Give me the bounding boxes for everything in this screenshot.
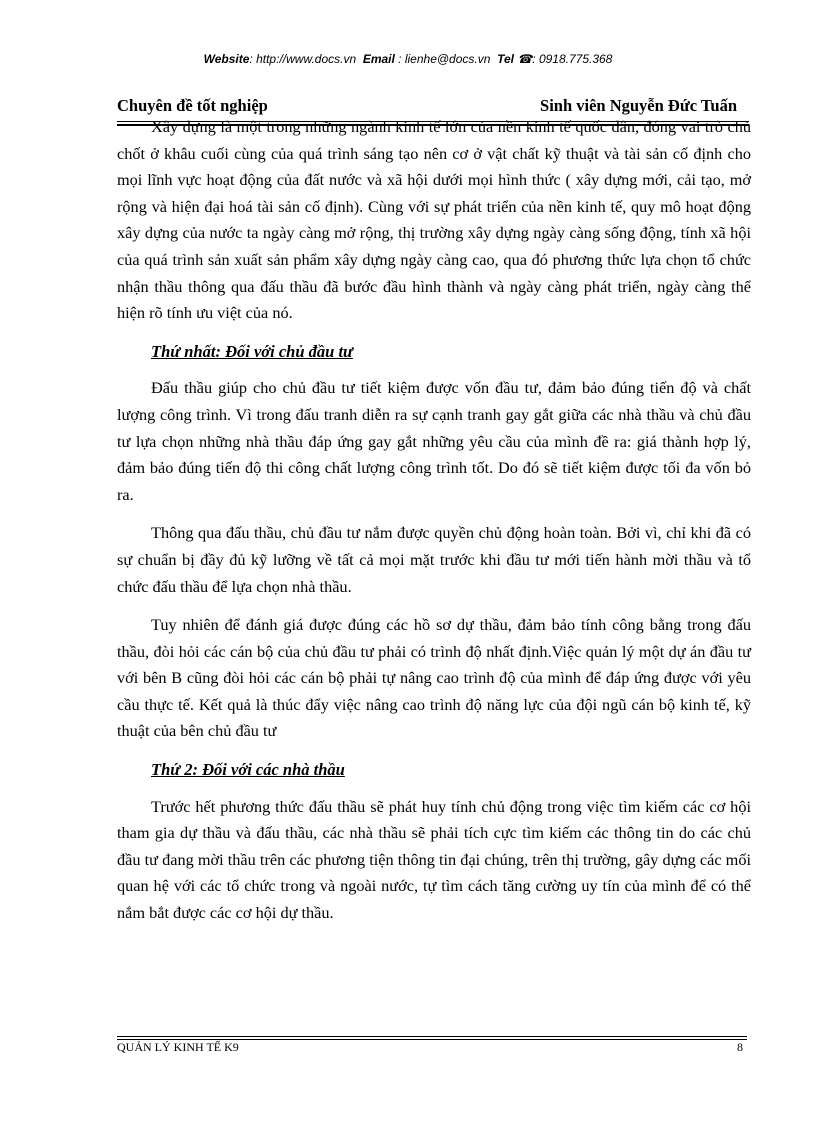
header-divider-thin [117, 121, 749, 122]
section-heading-investor: Thứ nhất: Đối với chủ đầu tư [151, 341, 353, 361]
website-label: Website [203, 52, 250, 66]
paragraph-investor-1: Đấu thầu giúp cho chủ đầu tư tiết kiệm được vốn đầu tư, đảm bảo đúng tiến độ và chất lượng công trình. Vì trong đấu tranh diễn ra sự cạnh tranh gay gắt giữa các nhà thầu và chủ đầu tư lựa chọn những nhà thầu đáp ứng gay gắt những yêu cầu của mình đề ra: giá thành hợp lý, đảm bảo đúng tiến độ thi công chất lượng công trình tốt. Do đó sẽ tiết kiệm được tối đa vốn bỏ ra. [117, 378, 751, 504]
footer-course-label: QUẢN LÝ KINH TẾ K9 [117, 1040, 239, 1054]
section-heading-contractors: Thứ 2: Đối với các nhà thầu [151, 760, 345, 780]
paragraph-intro: Xây dựng là một trong những ngành kinh tế lớn của nền kinh tế quốc dân, đóng vai trò chủ chốt ở khâu cuối cùng của quá trình sáng tạo nên cơ ở vật chất kỹ thuật và tài sản cố định cho mọi lĩnh vực hoạt động của đất nước và xã hội dưới mọi hình thức ( xây dựng mới, cải tạo, mở rộng và hiện đại hoá tài sản cố định). Cùng với sự phát triển của nền kinh tế, quy mô hoạt động xây dựng của nước ta ngày càng mở rộng, thị trường xây dựng ngày càng sống động, tính xã hội của quá trình sản xuất sản phẩm xây dựng ngày càng cao, qua đó phương thức lựa chọn tổ chức nhận thầu thông qua đấu thầu đã bước đầu hình thành và ngày càng phát triển, ngày càng thể hiện rõ tính ưu việt của nó. [117, 117, 751, 323]
page-number: 8 [737, 1040, 743, 1054]
email-value: : lienhe@docs.vn [398, 52, 491, 66]
tel-value: : 0918.775.368 [532, 52, 613, 66]
header-right-author: Sinh viên Nguyễn Đức Tuấn [540, 96, 737, 115]
paragraph-investor-3: Tuy nhiên để đánh giá được đúng các hồ sơ dự thầu, đảm bảo tính công bằng trong đấu thầu, đòi hỏi các cán bộ của chủ đầu tư phải có trình độ nhất định.Việc quản lý một dự án đầu tư với bên B cũng đòi hỏi các cán bộ phải tự nâng cao trình độ của mình để đáp ứng được với yêu cầu thực tế. Kết quả là thúc đẩy việc nâng cao trình độ năng lực của đội ngũ cán bộ kinh tế, kỹ thuật của bên chủ đầu tư [117, 615, 751, 741]
footer-divider-top [117, 1036, 747, 1037]
header-divider-thick [117, 124, 749, 126]
site-banner [0, 52, 816, 66]
header-left-title: Chuyên đề tốt nghiệp [117, 96, 268, 115]
paragraph-contractors-1: Trước hết phương thức đấu thầu sẽ phát huy tính chủ động trong việc tìm kiếm các cơ hội tham gia dự thầu và đấu thầu, các nhà thầu sẽ phải tích cực tìm kiếm các thông tin do các chủ đầu tư đang mời thầu trên các phương tiện thông tin đại chúng, trên thị trường, gây dựng các mối quan hệ với các tổ chức trong và ngoài nước, tự tìm cách tăng cường uy tín của mình để có thể nắm bắt được các cơ hội dự thầu. [117, 796, 751, 923]
paragraph-investor-2: Thông qua đấu thầu, chủ đầu tư nắm được quyền chủ động hoàn toàn. Bởi vì, chỉ khi đã có sự chuẩn bị đầy đủ kỹ lưỡng về tất cả mọi mặt trước khi đầu tư mới tiến hành mời thầu và tổ chức đấu thầu để lựa chọn nhà thầu. [117, 523, 751, 596]
website-value: : http://www.docs.vn [249, 52, 357, 66]
document-body [117, 114, 751, 939]
email-label: Email [362, 52, 395, 66]
phone-icon: ☎ [517, 52, 533, 66]
tel-label: Tel [497, 52, 514, 66]
